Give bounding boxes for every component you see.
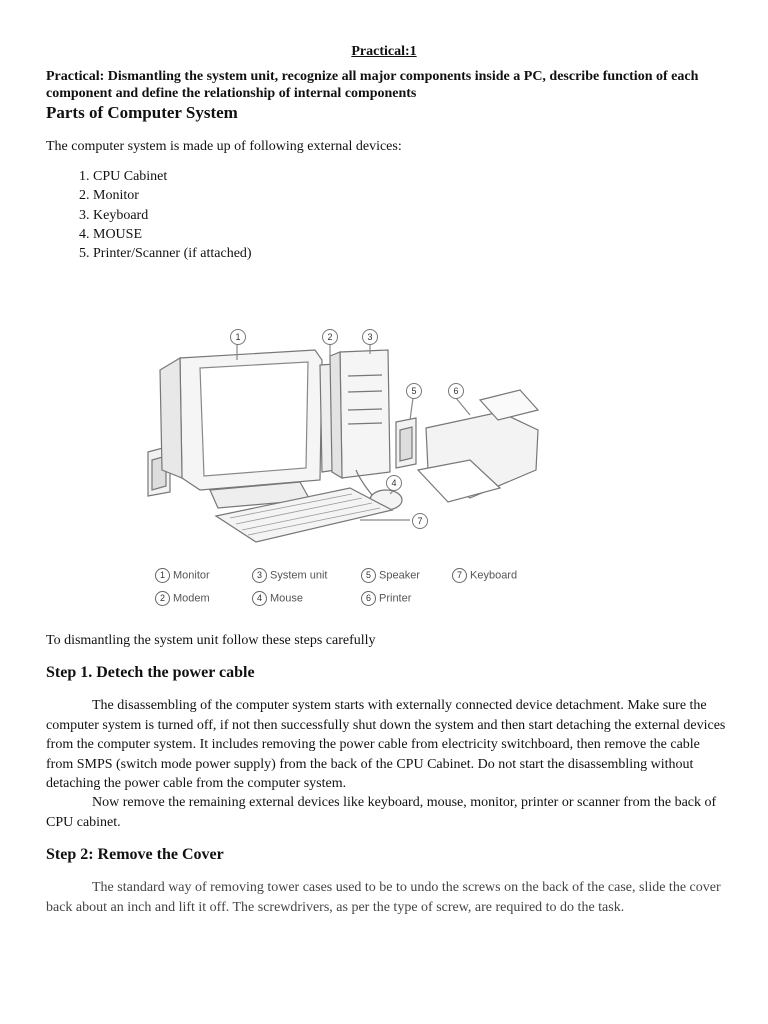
legend-item: 3 System unit	[252, 568, 327, 583]
list-item: 5. Printer/Scanner (if attached)	[93, 244, 252, 263]
callout-7: 7	[412, 513, 428, 529]
callout-6: 6	[448, 383, 464, 399]
practical-label: Practical:1	[351, 44, 417, 59]
list-item: 3. Keyboard	[93, 206, 252, 225]
step1-paragraph-1: The disassembling of the computer system starts with externally connected device detachment. Make sure the computer system is turned off, if not then successfully shut down the system and then start detaching the external devices from the computer system. It includes removing the power cable from electricity switchboard, then remove the cable from SMPS (switch mode power supply) from the back of the CPU Cabinet. Do not start the disassembling without detaching the power cable from the computer system.	[46, 698, 726, 791]
section-title: Parts of Computer System	[46, 103, 238, 122]
legend-item: 2 Modem	[155, 591, 210, 606]
practical-title: Practical: Dismantling the system unit, recognize all major components inside a PC, describe function of each component and define the relationship of internal components	[46, 69, 699, 101]
list-item: 2. Monitor	[93, 186, 252, 205]
list-item: 1. CPU Cabinet	[93, 167, 252, 186]
callout-2: 2	[322, 329, 338, 345]
computer-system-figure	[140, 320, 560, 620]
list-item: 4. MOUSE	[93, 225, 252, 244]
legend-item: 5 Speaker	[361, 568, 420, 583]
legend-item: 1 Monitor	[155, 568, 210, 583]
intro-text: The computer system is made up of following external devices:	[46, 139, 402, 154]
step1-title: Step 1. Detech the power cable	[46, 664, 255, 681]
legend-item: 6 Printer	[361, 591, 411, 606]
legend-item: 7 Keyboard	[452, 568, 517, 583]
callout-4: 4	[386, 475, 402, 491]
legend-item: 4 Mouse	[252, 591, 303, 606]
step2-paragraph-1: The standard way of removing tower cases used to be to undo the screws on the back of the case, slide the cover back about an inch and lift it off. The screwdrivers, as per the type of screw, are required to do the task.	[46, 880, 721, 915]
step1-paragraph-2: Now remove the remaining external devices like keyboard, mouse, monitor, printer or scanner from the back of CPU cabinet.	[46, 795, 717, 830]
steps-intro: To dismantling the system unit follow these steps carefully	[46, 633, 376, 648]
external-devices-list	[46, 167, 252, 263]
callout-3: 3	[362, 329, 378, 345]
callout-5: 5	[406, 383, 422, 399]
callout-1: 1	[230, 329, 246, 345]
step2-title: Step 2: Remove the Cover	[46, 846, 224, 863]
